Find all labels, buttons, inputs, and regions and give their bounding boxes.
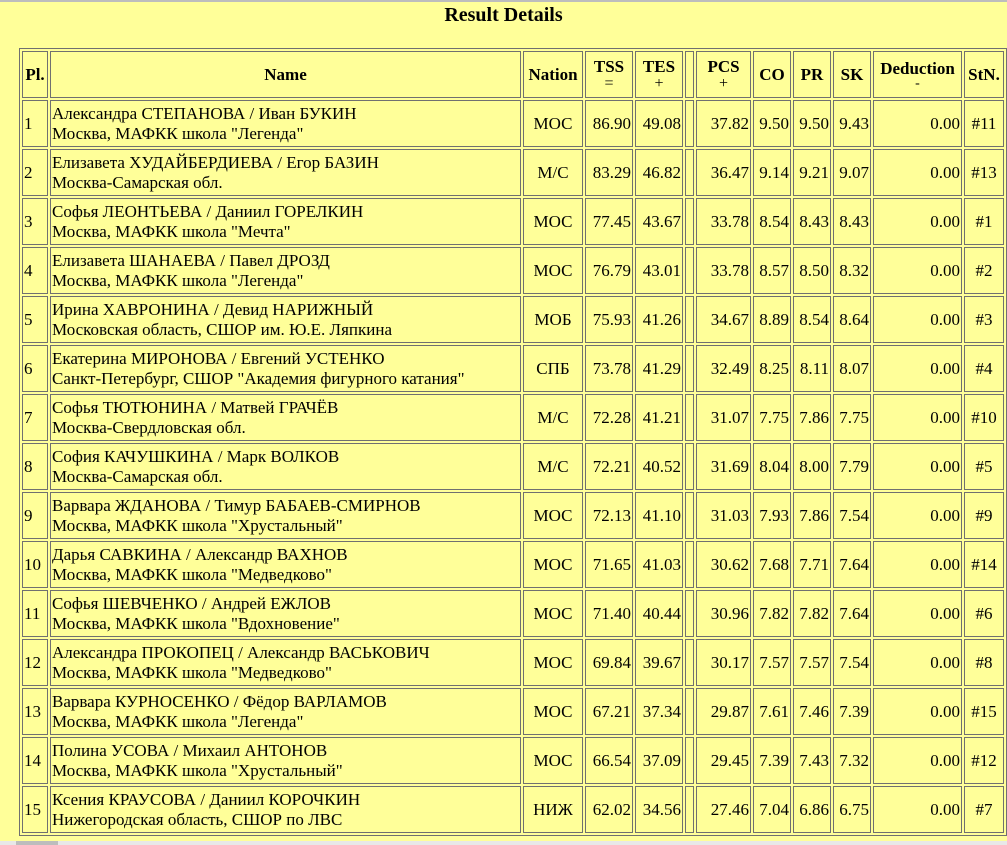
tss-cell: 71.65	[585, 541, 633, 588]
start-number-cell: #12	[964, 737, 1004, 784]
pcs-cell: 31.69	[696, 443, 751, 490]
name-cell	[50, 100, 521, 147]
pr-cell: 8.54	[793, 296, 831, 343]
pr-cell: 7.46	[793, 688, 831, 735]
tss-cell: 72.28	[585, 394, 633, 441]
start-number-cell: #1	[964, 198, 1004, 245]
nation-cell: М/С	[523, 443, 583, 490]
tss-cell: 71.40	[585, 590, 633, 637]
start-number-cell: #15	[964, 688, 1004, 735]
gap-cell	[685, 541, 694, 588]
deduction-cell: 0.00	[873, 296, 962, 343]
start-number-cell: #11	[964, 100, 1004, 147]
skaters-name: Варвара КУРНОСЕНКО / Фёдор ВАРЛАМОВ	[52, 691, 387, 711]
deduction-cell: 0.00	[873, 443, 962, 490]
pr-cell: 7.43	[793, 737, 831, 784]
place-cell: 11	[22, 590, 48, 637]
deduction-cell: 0.00	[873, 541, 962, 588]
name-cell	[50, 639, 521, 686]
nation-cell: МОС	[523, 639, 583, 686]
start-number-cell: #2	[964, 247, 1004, 294]
gap-cell	[685, 639, 694, 686]
tss-cell: 62.02	[585, 786, 633, 833]
club-name: Москва-Самарская обл.	[52, 172, 223, 192]
start-number-cell: #6	[964, 590, 1004, 637]
sk-cell: 6.75	[833, 786, 871, 833]
sk-cell: 7.64	[833, 541, 871, 588]
table-row	[22, 149, 1004, 196]
header-deduction-sign: -	[915, 76, 920, 91]
nation-cell: М/С	[523, 394, 583, 441]
place-cell: 8	[22, 443, 48, 490]
header-tss-sign: =	[604, 75, 614, 92]
skaters-name: София КАЧУШКИНА / Марк ВОЛКОВ	[52, 446, 340, 466]
tes-cell: 41.21	[635, 394, 683, 441]
deduction-cell: 0.00	[873, 247, 962, 294]
header-co: CO	[753, 51, 791, 98]
deduction-cell: 0.00	[873, 590, 962, 637]
pcs-cell: 30.62	[696, 541, 751, 588]
club-name: Москва, МАФКК школа "Вдохновение"	[52, 613, 340, 633]
pr-cell: 8.11	[793, 345, 831, 392]
place-cell: 7	[22, 394, 48, 441]
club-name: Санкт-Петербург, СШОР "Академия фигурного катания"	[52, 368, 465, 388]
pcs-cell: 29.87	[696, 688, 751, 735]
name-cell	[50, 394, 521, 441]
pcs-cell: 33.78	[696, 198, 751, 245]
sk-cell: 7.32	[833, 737, 871, 784]
skaters-name: Полина УСОВА / Михаил АНТОНОВ	[52, 740, 328, 760]
club-name: Москва, МАФКК школа "Медведково"	[52, 662, 332, 682]
name-cell	[50, 443, 521, 490]
sk-cell: 9.43	[833, 100, 871, 147]
pr-cell: 7.82	[793, 590, 831, 637]
club-name: Московская область, СШОР им. Ю.Е. Ляпкина	[52, 319, 393, 339]
pcs-cell: 32.49	[696, 345, 751, 392]
nation-cell: МОС	[523, 247, 583, 294]
co-cell: 7.39	[753, 737, 791, 784]
results-table	[19, 48, 1007, 836]
table-row	[22, 345, 1004, 392]
co-cell: 7.82	[753, 590, 791, 637]
co-cell: 7.93	[753, 492, 791, 539]
sk-cell: 8.07	[833, 345, 871, 392]
gap-cell	[685, 149, 694, 196]
tss-cell: 69.84	[585, 639, 633, 686]
name-cell	[50, 590, 521, 637]
club-name: Москва, МАФКК школа "Мечта"	[52, 221, 291, 241]
co-cell: 7.04	[753, 786, 791, 833]
name-cell	[50, 541, 521, 588]
tes-cell: 37.34	[635, 688, 683, 735]
table-row	[22, 639, 1004, 686]
club-name: Москва, МАФКК школа "Легенда"	[52, 711, 304, 731]
start-number-cell: #8	[964, 639, 1004, 686]
horizontal-scrollbar[interactable]	[0, 841, 1007, 845]
tss-cell: 77.45	[585, 198, 633, 245]
header-tes	[635, 51, 683, 98]
skaters-name: Дарья САВКИНА / Александр ВАХНОВ	[52, 544, 348, 564]
pr-cell: 8.00	[793, 443, 831, 490]
header-pcs	[696, 51, 751, 98]
deduction-cell: 0.00	[873, 345, 962, 392]
header-pcs-label: PCS	[707, 57, 740, 76]
tss-cell: 72.21	[585, 443, 633, 490]
tss-cell: 75.93	[585, 296, 633, 343]
pcs-cell: 37.82	[696, 100, 751, 147]
table-row	[22, 198, 1004, 245]
tes-cell: 41.10	[635, 492, 683, 539]
skaters-name: Софья ЛЕОНТЬЕВА / Даниил ГОРЕЛКИН	[52, 201, 364, 221]
sk-cell: 7.64	[833, 590, 871, 637]
tes-cell: 49.08	[635, 100, 683, 147]
nation-cell: МОС	[523, 100, 583, 147]
table-row	[22, 100, 1004, 147]
skaters-name: Елизавета ХУДАЙБЕРДИЕВА / Егор БАЗИН	[52, 152, 379, 172]
start-number-cell: #13	[964, 149, 1004, 196]
header-tes-sign: +	[654, 75, 664, 92]
name-cell	[50, 688, 521, 735]
start-number-cell: #3	[964, 296, 1004, 343]
place-cell: 5	[22, 296, 48, 343]
skaters-name: Екатерина МИРОНОВА / Евгений УСТЕНКО	[52, 348, 385, 368]
sk-cell: 7.79	[833, 443, 871, 490]
name-cell	[50, 345, 521, 392]
pr-cell: 8.50	[793, 247, 831, 294]
header-tss-label: TSS	[593, 57, 625, 76]
table-row	[22, 492, 1004, 539]
place-cell: 15	[22, 786, 48, 833]
nation-cell: М/С	[523, 149, 583, 196]
co-cell: 8.54	[753, 198, 791, 245]
sk-cell: 7.75	[833, 394, 871, 441]
nation-cell: СПБ	[523, 345, 583, 392]
pr-cell: 9.21	[793, 149, 831, 196]
page-title: Result Details	[444, 4, 563, 26]
nation-cell: МОС	[523, 590, 583, 637]
pr-cell: 6.86	[793, 786, 831, 833]
club-name: Москва, МАФКК школа "Легенда"	[52, 123, 304, 143]
co-cell: 8.89	[753, 296, 791, 343]
tes-cell: 41.29	[635, 345, 683, 392]
name-cell	[50, 247, 521, 294]
header-tes-label: TES	[642, 57, 676, 76]
table-row	[22, 394, 1004, 441]
gap-cell	[685, 345, 694, 392]
co-cell: 7.68	[753, 541, 791, 588]
co-cell: 8.25	[753, 345, 791, 392]
sk-cell: 7.54	[833, 492, 871, 539]
pcs-cell: 31.07	[696, 394, 751, 441]
gap-cell	[685, 198, 694, 245]
nation-cell: МОС	[523, 737, 583, 784]
club-name: Москва, МАФКК школа "Хрустальный"	[52, 760, 343, 780]
name-cell	[50, 737, 521, 784]
co-cell: 8.57	[753, 247, 791, 294]
tss-cell: 86.90	[585, 100, 633, 147]
header-gap	[685, 51, 694, 98]
tes-cell: 43.67	[635, 198, 683, 245]
header-deduction	[873, 51, 962, 98]
pr-cell: 7.86	[793, 394, 831, 441]
gap-cell	[685, 492, 694, 539]
nation-cell: МОБ	[523, 296, 583, 343]
deduction-cell: 0.00	[873, 639, 962, 686]
tes-cell: 40.44	[635, 590, 683, 637]
skaters-name: Александра СТЕПАНОВА / Иван БУКИН	[52, 103, 357, 123]
start-number-cell: #7	[964, 786, 1004, 833]
tss-cell: 76.79	[585, 247, 633, 294]
place-cell: 12	[22, 639, 48, 686]
sk-cell: 8.43	[833, 198, 871, 245]
nation-cell: МОС	[523, 198, 583, 245]
pcs-cell: 27.46	[696, 786, 751, 833]
header-name: Name	[50, 51, 521, 98]
pr-cell: 8.43	[793, 198, 831, 245]
start-number-cell: #9	[964, 492, 1004, 539]
club-name: Москва-Самарская обл.	[52, 466, 223, 486]
results-body	[22, 100, 1004, 833]
gap-cell	[685, 394, 694, 441]
table-row	[22, 541, 1004, 588]
header-stn: StN.	[964, 51, 1004, 98]
place-cell: 4	[22, 247, 48, 294]
co-cell: 7.61	[753, 688, 791, 735]
table-row	[22, 737, 1004, 784]
place-cell: 1	[22, 100, 48, 147]
pr-cell: 7.86	[793, 492, 831, 539]
place-cell: 2	[22, 149, 48, 196]
nation-cell: НИЖ	[523, 786, 583, 833]
co-cell: 9.14	[753, 149, 791, 196]
start-number-cell: #10	[964, 394, 1004, 441]
tes-cell: 41.26	[635, 296, 683, 343]
place-cell: 6	[22, 345, 48, 392]
deduction-cell: 0.00	[873, 492, 962, 539]
header-row	[22, 51, 1004, 98]
skaters-name: Ксения КРАУСОВА / Даниил КОРОЧКИН	[52, 789, 361, 809]
pr-cell: 9.50	[793, 100, 831, 147]
table-row	[22, 590, 1004, 637]
gap-cell	[685, 100, 694, 147]
deduction-cell: 0.00	[873, 100, 962, 147]
gap-cell	[685, 737, 694, 784]
table-row	[22, 443, 1004, 490]
skaters-name: Софья ТЮТЮНИНА / Матвей ГРАЧЁВ	[52, 397, 339, 417]
co-cell: 9.50	[753, 100, 791, 147]
sk-cell: 8.32	[833, 247, 871, 294]
header-pcs-sign: +	[718, 75, 729, 92]
nation-cell: МОС	[523, 688, 583, 735]
pcs-cell: 36.47	[696, 149, 751, 196]
gap-cell	[685, 296, 694, 343]
sk-cell: 7.54	[833, 639, 871, 686]
club-name: Москва-Свердловская обл.	[52, 417, 246, 437]
tes-cell: 41.03	[635, 541, 683, 588]
skaters-name: Елизавета ШАНАЕВА / Павел ДРОЗД	[52, 250, 330, 270]
deduction-cell: 0.00	[873, 688, 962, 735]
pcs-cell: 34.67	[696, 296, 751, 343]
tes-cell: 40.52	[635, 443, 683, 490]
deduction-cell: 0.00	[873, 786, 962, 833]
pcs-cell: 30.17	[696, 639, 751, 686]
tes-cell: 34.56	[635, 786, 683, 833]
table-row	[22, 296, 1004, 343]
header-deduction-label: Deduction	[880, 59, 955, 78]
gap-cell	[685, 590, 694, 637]
club-name: Москва, МАФКК школа "Хрустальный"	[52, 515, 343, 535]
name-cell	[50, 296, 521, 343]
skaters-name: Ирина ХАВРОНИНА / Девид НАРИЖНЫЙ	[52, 299, 374, 319]
co-cell: 8.04	[753, 443, 791, 490]
pr-cell: 7.71	[793, 541, 831, 588]
tss-cell: 72.13	[585, 492, 633, 539]
start-number-cell: #5	[964, 443, 1004, 490]
skaters-name: Александра ПРОКОПЕЦ / Александр ВАСЬКОВИЧ	[52, 642, 430, 662]
tss-cell: 66.54	[585, 737, 633, 784]
place-cell: 13	[22, 688, 48, 735]
pcs-cell: 33.78	[696, 247, 751, 294]
skaters-name: Варвара ЖДАНОВА / Тимур БАБАЕВ-СМИРНОВ	[52, 495, 421, 515]
co-cell: 7.57	[753, 639, 791, 686]
pcs-cell: 30.96	[696, 590, 751, 637]
pcs-cell: 29.45	[696, 737, 751, 784]
tss-cell: 73.78	[585, 345, 633, 392]
pr-cell: 7.57	[793, 639, 831, 686]
gap-cell	[685, 247, 694, 294]
club-name: Москва, МАФКК школа "Легенда"	[52, 270, 304, 290]
tes-cell: 39.67	[635, 639, 683, 686]
gap-cell	[685, 443, 694, 490]
header-pl: Pl.	[22, 51, 48, 98]
name-cell	[50, 149, 521, 196]
club-name: Москва, МАФКК школа "Медведково"	[52, 564, 332, 584]
gap-cell	[685, 786, 694, 833]
header-pr: PR	[793, 51, 831, 98]
skaters-name: Софья ШЕВЧЕНКО / Андрей ЕЖЛОВ	[52, 593, 332, 613]
header-sk: SK	[833, 51, 871, 98]
name-cell	[50, 492, 521, 539]
header-tss	[585, 51, 633, 98]
table-row	[22, 688, 1004, 735]
gap-cell	[685, 688, 694, 735]
pcs-cell: 31.03	[696, 492, 751, 539]
tes-cell: 37.09	[635, 737, 683, 784]
start-number-cell: #14	[964, 541, 1004, 588]
deduction-cell: 0.00	[873, 149, 962, 196]
sk-cell: 9.07	[833, 149, 871, 196]
deduction-cell: 0.00	[873, 394, 962, 441]
name-cell	[50, 786, 521, 833]
table-row	[22, 786, 1004, 833]
tss-cell: 83.29	[585, 149, 633, 196]
place-cell: 14	[22, 737, 48, 784]
tes-cell: 46.82	[635, 149, 683, 196]
club-name: Нижегородская область, СШОР по ЛВС	[52, 809, 343, 829]
table-row	[22, 247, 1004, 294]
name-cell	[50, 198, 521, 245]
sk-cell: 7.39	[833, 688, 871, 735]
header-nation: Nation	[523, 51, 583, 98]
start-number-cell: #4	[964, 345, 1004, 392]
deduction-cell: 0.00	[873, 737, 962, 784]
deduction-cell: 0.00	[873, 198, 962, 245]
place-cell: 9	[22, 492, 48, 539]
tss-cell: 67.21	[585, 688, 633, 735]
sk-cell: 8.64	[833, 296, 871, 343]
place-cell: 3	[22, 198, 48, 245]
place-cell: 10	[22, 541, 48, 588]
tes-cell: 43.01	[635, 247, 683, 294]
co-cell: 7.75	[753, 394, 791, 441]
scrollbar-thumb[interactable]	[16, 841, 58, 845]
nation-cell: МОС	[523, 492, 583, 539]
nation-cell: МОС	[523, 541, 583, 588]
